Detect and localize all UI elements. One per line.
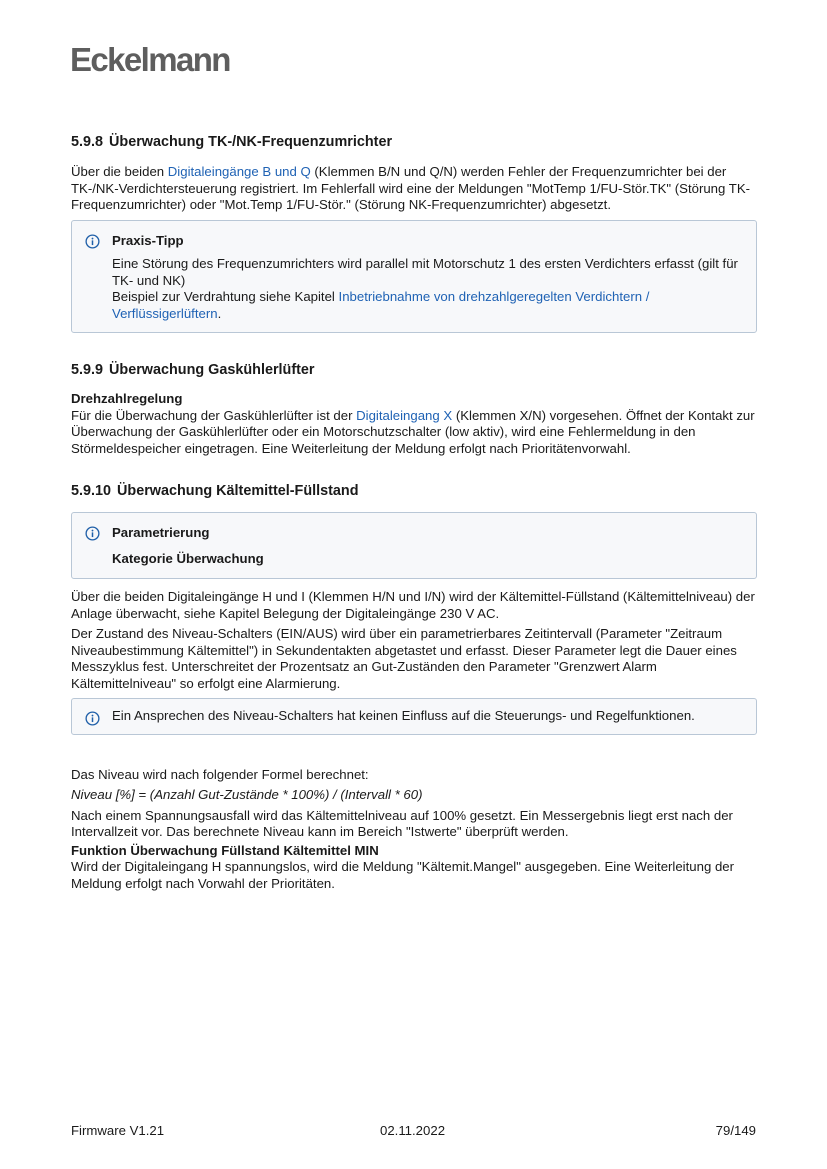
- footer-date: 02.11.2022: [380, 1123, 446, 1138]
- tip-reference: Beispiel zur Verdrahtung siehe Kapitel Inbetriebnahme von drehzahlgeregelten Verdichtern / Verflüssigerlüftern.: [112, 289, 650, 321]
- link-inbetriebnahme[interactable]: Inbetriebnahme von drehzahlgeregelten Verdichtern / Verflüssigerlüftern: [112, 289, 650, 321]
- info-box: [71, 698, 757, 735]
- info-text: Ein Ansprechen des Niveau-Schalters hat keinen Einfluss auf die Steuerungs- und Regelfunktionen.: [112, 708, 695, 723]
- subheading-drehzahlregelung: Drehzahlregelung: [71, 391, 183, 406]
- link-digitaleingaenge-b-q[interactable]: Digitaleingänge B und Q: [167, 164, 311, 179]
- subheading-funktion-min: Funktion Überwachung Füllstand Kältemittel MIN: [71, 842, 379, 858]
- link-digitaleingang-x[interactable]: Digitaleingang X: [356, 407, 453, 423]
- eckelmann-logo: Eckelmann: [70, 41, 230, 78]
- formula: Niveau [%] = (Anzahl Gut-Zustände * 100%) / (Intervall * 60): [71, 787, 423, 802]
- paragraph-5-9-10-4: Nach einem Spannungsausfall wird das Kältemittelniveau auf 100% gesetzt. Ein Messergebnis liegt erst nach der Intervallzeit vor. Das berechnete Niveau kann im Bereich "Istwerte" überprüft werden.: [71, 807, 733, 839]
- paragraph-5-9-8: Über die beiden Digitaleingänge B und Q (Klemmen B/N und Q/N) werden Fehler der Frequenzumrichter bei der TK-/NK-Verdichtersteuerung registriert. Im Fehlerfall wird eine der Meldungen "MotTemp 1/FU-Stör.TK" (Störung TK-Frequenzumrichter) oder "Mot.Temp 1/FU-Stör." (Störung NK-Frequenzumrichter) abgesetzt.: [71, 164, 751, 212]
- paragraph-5-9-9: Für die Überwachung der Gaskühlerlüfter ist der Digitaleingang X (Klemmen X/N) vorgesehen. Öffnet der Kontakt zur Überwachung der Gaskühlerlüfter oder ein Motorschutzschalter (low aktiv), wird eine Fehlermeldung in den Störmeldespeicher eingetragen. Eine Weiterleitung der Meldung erfolgt nach Prioritätenvorwahl.: [71, 407, 755, 456]
- section-heading-5-9-10: 5.9.10 Überwachung Kältemittel-Füllstand: [71, 483, 359, 499]
- param-title: Parametrierung: [112, 525, 210, 540]
- info-icon: [85, 711, 100, 726]
- info-icon: [85, 526, 100, 541]
- paragraph-formula-intro: Das Niveau wird nach folgender Formel berechnet:: [71, 766, 369, 782]
- section-heading-5-9-8: 5.9.8 Überwachung TK-/NK-Frequenzumrichter: [71, 134, 393, 150]
- tip-text: Eine Störung des Frequenzumrichters wird parallel mit Motorschutz 1 des ersten Verdichters erfasst (gilt für TK- und NK): [112, 256, 738, 288]
- paragraph-5-9-10-2: Der Zustand des Niveau-Schalters (EIN/AUS) wird über ein parametrierbares Zeitintervall (Parameter "Zeitraum Niveaubestimmung Kältemittel") in Sekundentakten abgetastet und erfasst. Dieser Parameter legt die Dauer eines Messzyklus fest. Unterschreitet der Prozentsatz an Gut-Zuständen den Parameter "Grenzwert Alarm Kältemittelniveau" so erfolgt eine Alarmierung.: [71, 626, 737, 691]
- paragraph-5-9-10-1: Über die beiden Digitaleingänge H und I (Klemmen H/N und I/N) wird der Kältemittel-Füllstand (Kältemittelniveau) der Anlage überwacht, siehe Kapitel Belegung der Digitaleingänge 230 V AC.: [71, 589, 755, 621]
- tip-title: Praxis-Tipp: [112, 232, 184, 248]
- praxis-tipp-box: [71, 220, 757, 334]
- param-category: Kategorie Überwachung: [112, 550, 264, 566]
- footer-page-number: 79/149: [715, 1123, 756, 1138]
- section-heading-5-9-9: 5.9.9 Überwachung Gaskühlerlüfter: [71, 362, 315, 378]
- paragraph-5-9-10-5: Wird der Digitaleingang H spannungslos, wird die Meldung "Kältemit.Mangel" ausgegeben. Eine Weiterleitung der Meldung erfolgt nach Vorwahl der Prioritäten.: [71, 859, 735, 891]
- info-icon: [85, 234, 100, 249]
- footer-firmware: Firmware V1.21: [71, 1123, 165, 1138]
- parametrierung-box: [71, 512, 757, 579]
- page-content: [71, 133, 757, 892]
